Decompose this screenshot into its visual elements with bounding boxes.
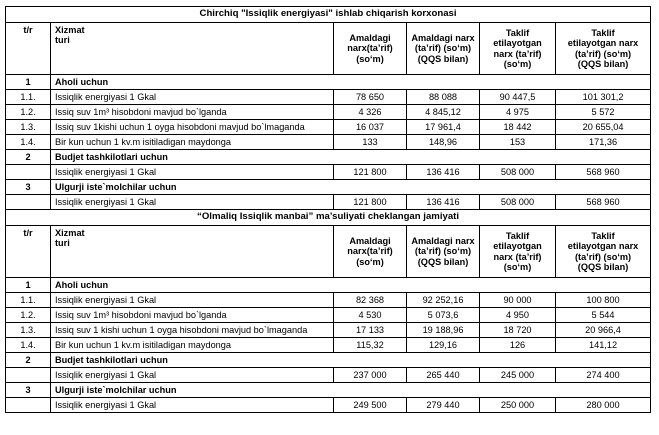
proposed-price-vat: 5 572	[556, 105, 651, 120]
proposed-price: 245 000	[480, 368, 556, 383]
service-label: Issiqlik energiyasi 1 Gkal	[51, 398, 334, 413]
section-row	[6, 383, 651, 398]
row-number: 2	[6, 353, 51, 368]
proposed-price: 153	[480, 135, 556, 150]
section-row	[6, 353, 651, 368]
current-price-vat: 19 188,96	[407, 323, 480, 338]
proposed-price-vat: 20 655,04	[556, 120, 651, 135]
current-price: 237 000	[334, 368, 407, 383]
current-price-vat: 92 252,16	[407, 293, 480, 308]
proposed-price-vat: 280 000	[556, 398, 651, 413]
service-label: Issiq suv 1m³ hisobdoni mavjud bo`lganda	[51, 105, 334, 120]
proposed-price-vat: 141,12	[556, 338, 651, 353]
proposed-price: 18 442	[480, 120, 556, 135]
current-price: 4 530	[334, 308, 407, 323]
service-label: Issiq suv 1m³ hisobdoni mavjud bo`lganda	[51, 308, 334, 323]
service-label: Issiq suv 1kishi uchun 1 oyga hisobdoni mavjud bo`lmaganda	[51, 120, 334, 135]
service-label: Issiqlik energiyasi 1 Gkal	[51, 195, 334, 210]
row-number	[6, 195, 51, 210]
col-header-service: Xizmat turi	[51, 226, 334, 278]
proposed-price: 18 720	[480, 323, 556, 338]
service-label: Issiq suv 1 kishi uchun 1 oyga hisobdoni mavjud bo`lmaganda	[51, 323, 334, 338]
section-label: Aholi uchun	[51, 278, 651, 293]
col-header-service: Xizmat turi	[51, 23, 334, 75]
proposed-price: 126	[480, 338, 556, 353]
table-title: Chirchiq "Issiqlik energiyasi" ishlab chiqarish korxonasi	[6, 7, 651, 23]
column-header-row	[6, 226, 651, 278]
proposed-price: 250 000	[480, 398, 556, 413]
table-row	[6, 195, 651, 210]
section-row	[6, 180, 651, 195]
row-number: 1	[6, 278, 51, 293]
col-header-proposed-vat: Taklif etilayotgan narx (ta’rif) (so‘m) (QQS bilan)	[556, 226, 651, 278]
row-number: 1.3.	[6, 323, 51, 338]
col-header-proposed: Taklif etilayotgan narx (ta’rif) (so‘m)	[480, 23, 556, 75]
table-row	[6, 308, 651, 323]
table-row	[6, 368, 651, 383]
col-header-current: Amaldagi narx(ta’rif) (so‘m)	[334, 23, 407, 75]
current-price: 133	[334, 135, 407, 150]
table-row	[6, 293, 651, 308]
col-header-proposed: Taklif etilayotgan narx (ta’rif) (so‘m)	[480, 226, 556, 278]
current-price: 16 037	[334, 120, 407, 135]
current-price-vat: 265 440	[407, 368, 480, 383]
current-price-vat: 136 416	[407, 195, 480, 210]
row-number	[6, 398, 51, 413]
row-number: 1	[6, 75, 51, 90]
table-row	[6, 120, 651, 135]
service-label: Issiqlik energiyasi 1 Gkal	[51, 368, 334, 383]
section-row	[6, 75, 651, 90]
row-number	[6, 368, 51, 383]
current-price-vat: 4 845,12	[407, 105, 480, 120]
proposed-price: 90 447,5	[480, 90, 556, 105]
table-row	[6, 323, 651, 338]
service-label: Issiqlik energiyasi 1 Gkal	[51, 90, 334, 105]
proposed-price-vat: 100 800	[556, 293, 651, 308]
table-title: “Olmaliq Issiqlik manbai” ma’suliyati cheklangan jamiyati	[6, 210, 651, 226]
service-label: Issiqlik energiyasi 1 Gkal	[51, 293, 334, 308]
col-header-proposed-vat: Taklif etilayotgan narx (ta’rif) (so‘m) (QQS bilan)	[556, 23, 651, 75]
current-price: 4 326	[334, 105, 407, 120]
proposed-price-vat: 274 400	[556, 368, 651, 383]
table-row	[6, 105, 651, 120]
table-row	[6, 165, 651, 180]
proposed-price-vat: 568 960	[556, 195, 651, 210]
row-number: 1.1.	[6, 293, 51, 308]
table-row	[6, 135, 651, 150]
service-label: Issiqlik energiyasi 1 Gkal	[51, 165, 334, 180]
current-price-vat: 17 961,4	[407, 120, 480, 135]
col-header-tr: t/r	[6, 23, 51, 75]
current-price-vat: 129,16	[407, 338, 480, 353]
section-label: Aholi uchun	[51, 75, 651, 90]
sheet-body	[6, 7, 651, 413]
row-number: 1.4.	[6, 338, 51, 353]
proposed-price-vat: 5 544	[556, 308, 651, 323]
row-number: 3	[6, 180, 51, 195]
row-number: 2	[6, 150, 51, 165]
proposed-price-vat: 171,36	[556, 135, 651, 150]
proposed-price: 90 000	[480, 293, 556, 308]
tariff-sheet	[5, 6, 651, 413]
row-number: 1.1.	[6, 90, 51, 105]
table-row	[6, 398, 651, 413]
table-row	[6, 338, 651, 353]
current-price-vat: 136 416	[407, 165, 480, 180]
current-price-vat: 5 073,6	[407, 308, 480, 323]
current-price: 249 500	[334, 398, 407, 413]
section-label: Budjet tashkilotlari uchun	[51, 353, 651, 368]
col-header-current-vat: Amaldagi narx (ta’rif) (so‘m) (QQS bilan)	[407, 23, 480, 75]
row-number: 3	[6, 383, 51, 398]
current-price: 121 800	[334, 195, 407, 210]
section-row	[6, 278, 651, 293]
proposed-price-vat: 101 301,2	[556, 90, 651, 105]
row-number: 1.3.	[6, 120, 51, 135]
current-price-vat: 88 088	[407, 90, 480, 105]
proposed-price: 4 950	[480, 308, 556, 323]
current-price-vat: 279 440	[407, 398, 480, 413]
row-number: 1.4.	[6, 135, 51, 150]
current-price-vat: 148,96	[407, 135, 480, 150]
col-header-tr: t/r	[6, 226, 51, 278]
col-header-current-vat: Amaldagi narx (ta’rif) (so‘m) (QQS bilan)	[407, 226, 480, 278]
proposed-price-vat: 20 966,4	[556, 323, 651, 338]
proposed-price-vat: 568 960	[556, 165, 651, 180]
table-title-row	[6, 210, 651, 226]
col-header-current: Amaldagi narx(ta’rif) (so‘m)	[334, 226, 407, 278]
current-price: 115,32	[334, 338, 407, 353]
table-title-row	[6, 7, 651, 23]
proposed-price: 508 000	[480, 165, 556, 180]
current-price: 78 650	[334, 90, 407, 105]
service-label: Bir kun uchun 1 kv.m isitiladigan maydonga	[51, 135, 334, 150]
current-price: 121 800	[334, 165, 407, 180]
current-price: 82 368	[334, 293, 407, 308]
row-number: 1.2.	[6, 308, 51, 323]
column-header-row	[6, 23, 651, 75]
proposed-price: 4 975	[480, 105, 556, 120]
proposed-price: 508 000	[480, 195, 556, 210]
row-number	[6, 165, 51, 180]
section-label: Ulgurji iste`molchilar uchun	[51, 383, 651, 398]
table-row	[6, 90, 651, 105]
section-label: Budjet tashkilotlari uchun	[51, 150, 651, 165]
section-label: Ulgurji iste`molchilar uchun	[51, 180, 651, 195]
section-row	[6, 150, 651, 165]
service-label: Bir kun uchun 1 kv.m isitiladigan maydonga	[51, 338, 334, 353]
row-number: 1.2.	[6, 105, 51, 120]
current-price: 17 133	[334, 323, 407, 338]
